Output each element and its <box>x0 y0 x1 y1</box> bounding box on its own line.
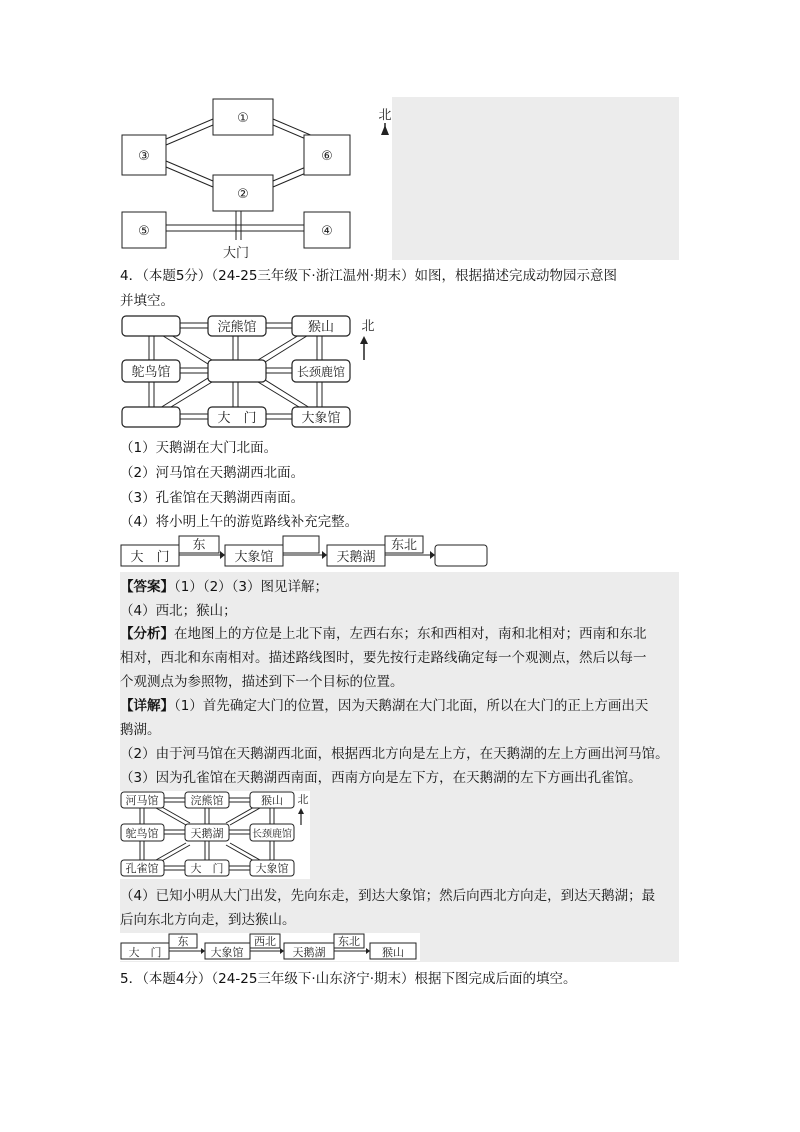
detail-label: 【详解】 <box>120 698 174 714</box>
answer-route-dir2: 西北 <box>254 935 276 948</box>
map-box-mid-mid-empty <box>208 360 266 382</box>
answer-route-diagram <box>120 933 420 961</box>
question4-title-line1: 4．（本题5分）（24-25三年级下·浙江温州·期末）如图，根据描述完成动物园示意图 <box>120 268 617 284</box>
map-north-arrow-icon <box>360 336 368 360</box>
route-dir3: 东北 <box>390 538 418 553</box>
detail-line5: （4）已知小明从大门出发，先向东走，到达大象馆；然后向西北方向走，到达天鹅湖；最 <box>120 888 656 904</box>
analysis-label: 【分析】 <box>120 626 174 642</box>
box-1-label: ① <box>237 111 249 126</box>
question4-item-4: （4）将小明上午的游览路线补充完整。 <box>120 514 359 530</box>
route-stop2: 天鹅湖 <box>336 550 376 565</box>
solved-zoo-map <box>120 791 310 879</box>
solved-mid-left: 鸵鸟馆 <box>125 827 159 840</box>
map-label-top-right: 猴山 <box>307 320 335 335</box>
solved-top-mid: 浣熊馆 <box>190 794 224 807</box>
question4-title-line2: 并填空。 <box>120 293 174 309</box>
map-label-bot-right: 大象馆 <box>301 411 341 426</box>
answer-route-start: 大 门 <box>128 946 162 959</box>
map-label-top-mid: 浣熊馆 <box>217 320 257 335</box>
answer-line2: （4）西北；猴山； <box>120 603 237 619</box>
analysis-line1: 【分析】在地图上的方位是上北下南，左西右东；东和西相对，南和北相对；西南和东北 <box>120 626 647 642</box>
question4-route-diagram <box>120 535 492 569</box>
solved-mid-right: 长颈鹿馆 <box>252 829 292 840</box>
map-label-mid-left: 鸵鸟馆 <box>131 365 171 380</box>
analysis-line2: 相对，西北和东南相对。描述路线图时，要先按行走路线确定每一个观测点，然后以每一 <box>120 650 647 666</box>
answer-label: 【答案】 <box>120 579 174 595</box>
answer-route-stop2: 天鹅湖 <box>292 946 326 959</box>
detail-line6: 后向东北方向走，到达猴山。 <box>120 912 296 928</box>
solved-bot-mid: 大 门 <box>190 862 224 875</box>
question4-item-2: （2）河马馆在天鹅湖西北面。 <box>120 465 305 481</box>
answer-route-dir1: 东 <box>177 935 189 948</box>
box-2-label: ② <box>237 187 249 202</box>
solved-top-left: 河马馆 <box>125 794 159 807</box>
question4-item-3: （3）孔雀馆在天鹅湖西南面。 <box>120 490 305 506</box>
answer-route-stop3: 猴山 <box>382 946 404 959</box>
map-label-bot-mid: 大 门 <box>217 411 257 426</box>
answer-route-dir3: 东北 <box>338 935 360 948</box>
answer-route-stop1: 大象馆 <box>210 946 244 959</box>
top-zoo-figure <box>120 97 410 260</box>
map-box-bot-left-empty <box>122 407 180 427</box>
analysis-line3: 个观测点为参照物，描述到下一个目标的位置。 <box>120 674 404 690</box>
detail-line4: （3）因为孔雀馆在天鹅湖西南面，西南方向是左下方，在天鹅湖的左下方画出孔雀馆。 <box>120 770 642 786</box>
detail-line2: 鹅湖。 <box>120 722 161 738</box>
question5-title: 5．（本题4分）（24-25三年级下·山东济宁·期末）根据下图完成后面的填空。 <box>120 971 577 987</box>
solved-bot-right: 大象馆 <box>255 862 289 875</box>
question4-item-1: （1）天鹅湖在大门北面。 <box>120 440 278 456</box>
solved-mid-mid: 天鹅湖 <box>190 827 224 840</box>
map-box-top-left-empty <box>122 316 180 336</box>
solved-bot-left: 孔雀馆 <box>125 862 159 875</box>
answer-line1: 【答案】（1）（2）（3）图见详解； <box>120 579 329 595</box>
box-6-label: ⑥ <box>321 149 333 164</box>
map-north-label: 北 <box>361 319 375 334</box>
route-stop1: 大象馆 <box>234 550 274 565</box>
gate-label: 大门 <box>222 246 250 260</box>
box-5-label: ⑤ <box>138 224 150 239</box>
solved-top-right: 猴山 <box>261 794 283 807</box>
detail-line1: 【详解】（1）首先确定大门的位置，因为天鹅湖在大门北面，所以在大门的正上方画出天 <box>120 698 649 714</box>
map-label-mid-right: 长颈鹿馆 <box>296 365 346 379</box>
question4-zoo-map <box>120 314 380 430</box>
route-dir1: 东 <box>192 538 206 553</box>
solved-north-label: 北 <box>297 793 309 806</box>
detail-line3: （2）由于河马馆在天鹅湖西北面，根据西北方向是左上方，在天鹅湖的左上方画出河马馆。 <box>120 746 669 762</box>
north-label: 北 <box>378 108 392 123</box>
route-start: 大 门 <box>130 550 170 565</box>
box-4-label: ④ <box>321 224 333 239</box>
box-3-label: ③ <box>138 149 150 164</box>
